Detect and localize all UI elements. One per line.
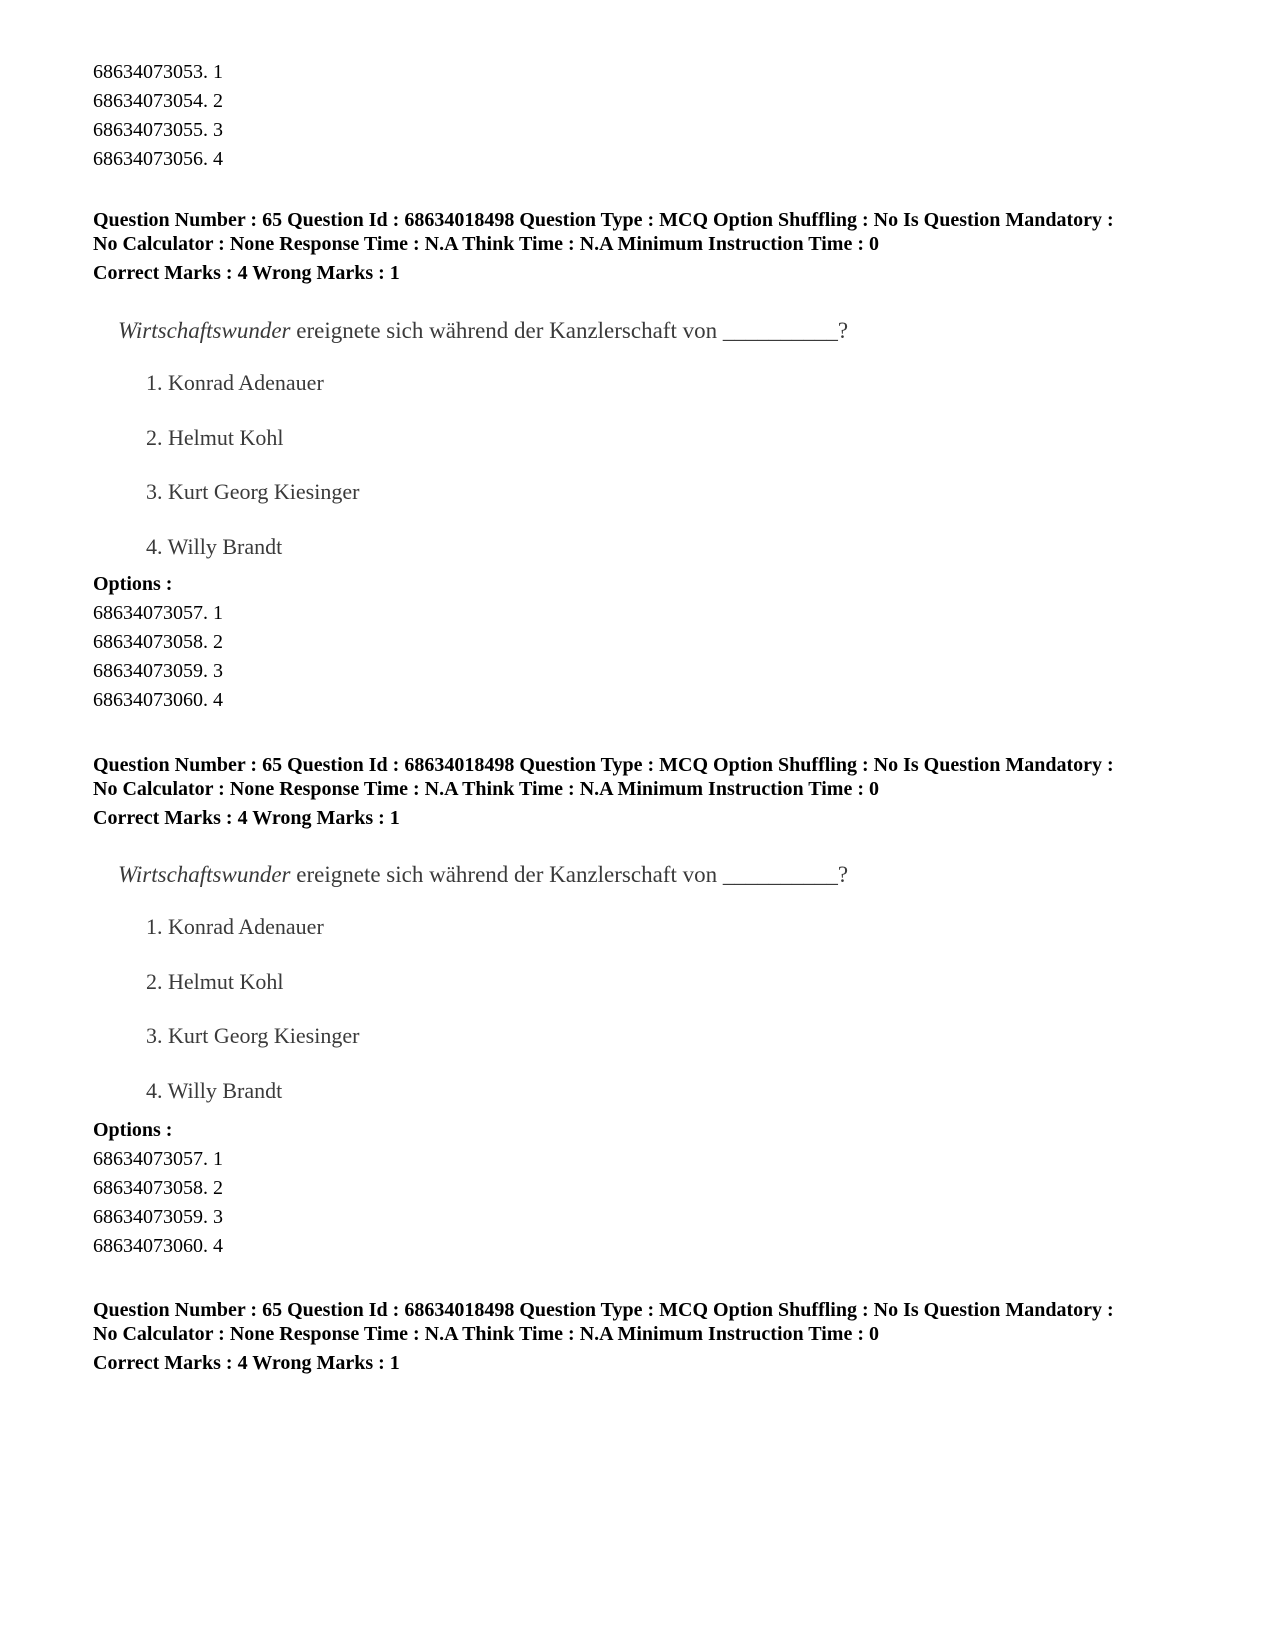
question-choice: 2. Helmut Kohl xyxy=(146,968,284,994)
question-meta-line: No Calculator : None Response Time : N.A Think Time : N.A Minimum Instruction Time : 0 xyxy=(93,233,879,255)
question-choice: 3. Kurt Georg Kiesinger xyxy=(146,1023,360,1048)
option-row: 68634073054. 2 xyxy=(93,90,223,112)
question-meta-line: No Calculator : None Response Time : N.A Think Time : N.A Minimum Instruction Time : 0 xyxy=(93,1323,879,1345)
question-stem-text: ereignete sich während der Kanzlerschaft von __________? xyxy=(290,862,849,887)
option-row: 68634073055. 3 xyxy=(93,119,223,141)
question-marks: Correct Marks : 4 Wrong Marks : 1 xyxy=(93,1352,400,1374)
question-choice: 4. Willy Brandt xyxy=(146,533,283,559)
question-stem-italic: Wirtschaftswunder xyxy=(118,862,291,887)
top-option-list xyxy=(93,58,223,174)
question-body xyxy=(118,860,878,1130)
question-meta-line: Question Number : 65 Question Id : 68634018498 Question Type : MCQ Option Shuffling : No Is Question Mandatory : xyxy=(93,1299,1114,1321)
option-row: 68634073060. 4 xyxy=(93,1235,223,1257)
option-list xyxy=(93,570,223,715)
question-meta-line: Question Number : 65 Question Id : 68634018498 Question Type : MCQ Option Shuffling : No Is Question Mandatory : xyxy=(93,754,1114,776)
question-stem xyxy=(118,316,878,346)
question-choice: 1. Konrad Adenauer xyxy=(146,914,324,939)
question-header xyxy=(93,1298,1213,1375)
option-row: 68634073056. 4 xyxy=(93,148,223,170)
option-row: 68634073059. 3 xyxy=(93,660,223,682)
option-row: 68634073057. 1 xyxy=(93,1148,223,1170)
question-header xyxy=(93,753,1213,830)
options-label: Options : xyxy=(93,1119,173,1141)
options-label: Options : xyxy=(93,573,173,595)
question-choices xyxy=(118,912,878,1130)
option-row: 68634073053. 1 xyxy=(93,61,223,83)
option-row: 68634073057. 1 xyxy=(93,602,223,624)
question-meta-line: No Calculator : None Response Time : N.A Think Time : N.A Minimum Instruction Time : 0 xyxy=(93,778,879,800)
option-list xyxy=(93,1116,223,1261)
question-stem-text: ereignete sich während der Kanzlerschaft von __________? xyxy=(290,318,849,343)
option-row: 68634073060. 4 xyxy=(93,689,223,711)
question-choice: 3. Kurt Georg Kiesinger xyxy=(146,479,360,504)
question-choice: 4. Willy Brandt xyxy=(146,1077,283,1103)
option-row: 68634073058. 2 xyxy=(93,631,223,653)
option-row: 68634073059. 3 xyxy=(93,1206,223,1228)
question-choices xyxy=(118,368,878,586)
question-marks: Correct Marks : 4 Wrong Marks : 1 xyxy=(93,807,400,829)
question-stem xyxy=(118,860,878,890)
question-marks: Correct Marks : 4 Wrong Marks : 1 xyxy=(93,262,400,284)
question-body xyxy=(118,316,878,586)
question-stem-italic: Wirtschaftswunder xyxy=(118,318,291,343)
question-choice: 2. Helmut Kohl xyxy=(146,424,284,450)
question-meta-line: Question Number : 65 Question Id : 68634018498 Question Type : MCQ Option Shuffling : No Is Question Mandatory : xyxy=(93,209,1114,231)
question-choice: 1. Konrad Adenauer xyxy=(146,370,324,395)
question-header xyxy=(93,208,1213,285)
option-row: 68634073058. 2 xyxy=(93,1177,223,1199)
